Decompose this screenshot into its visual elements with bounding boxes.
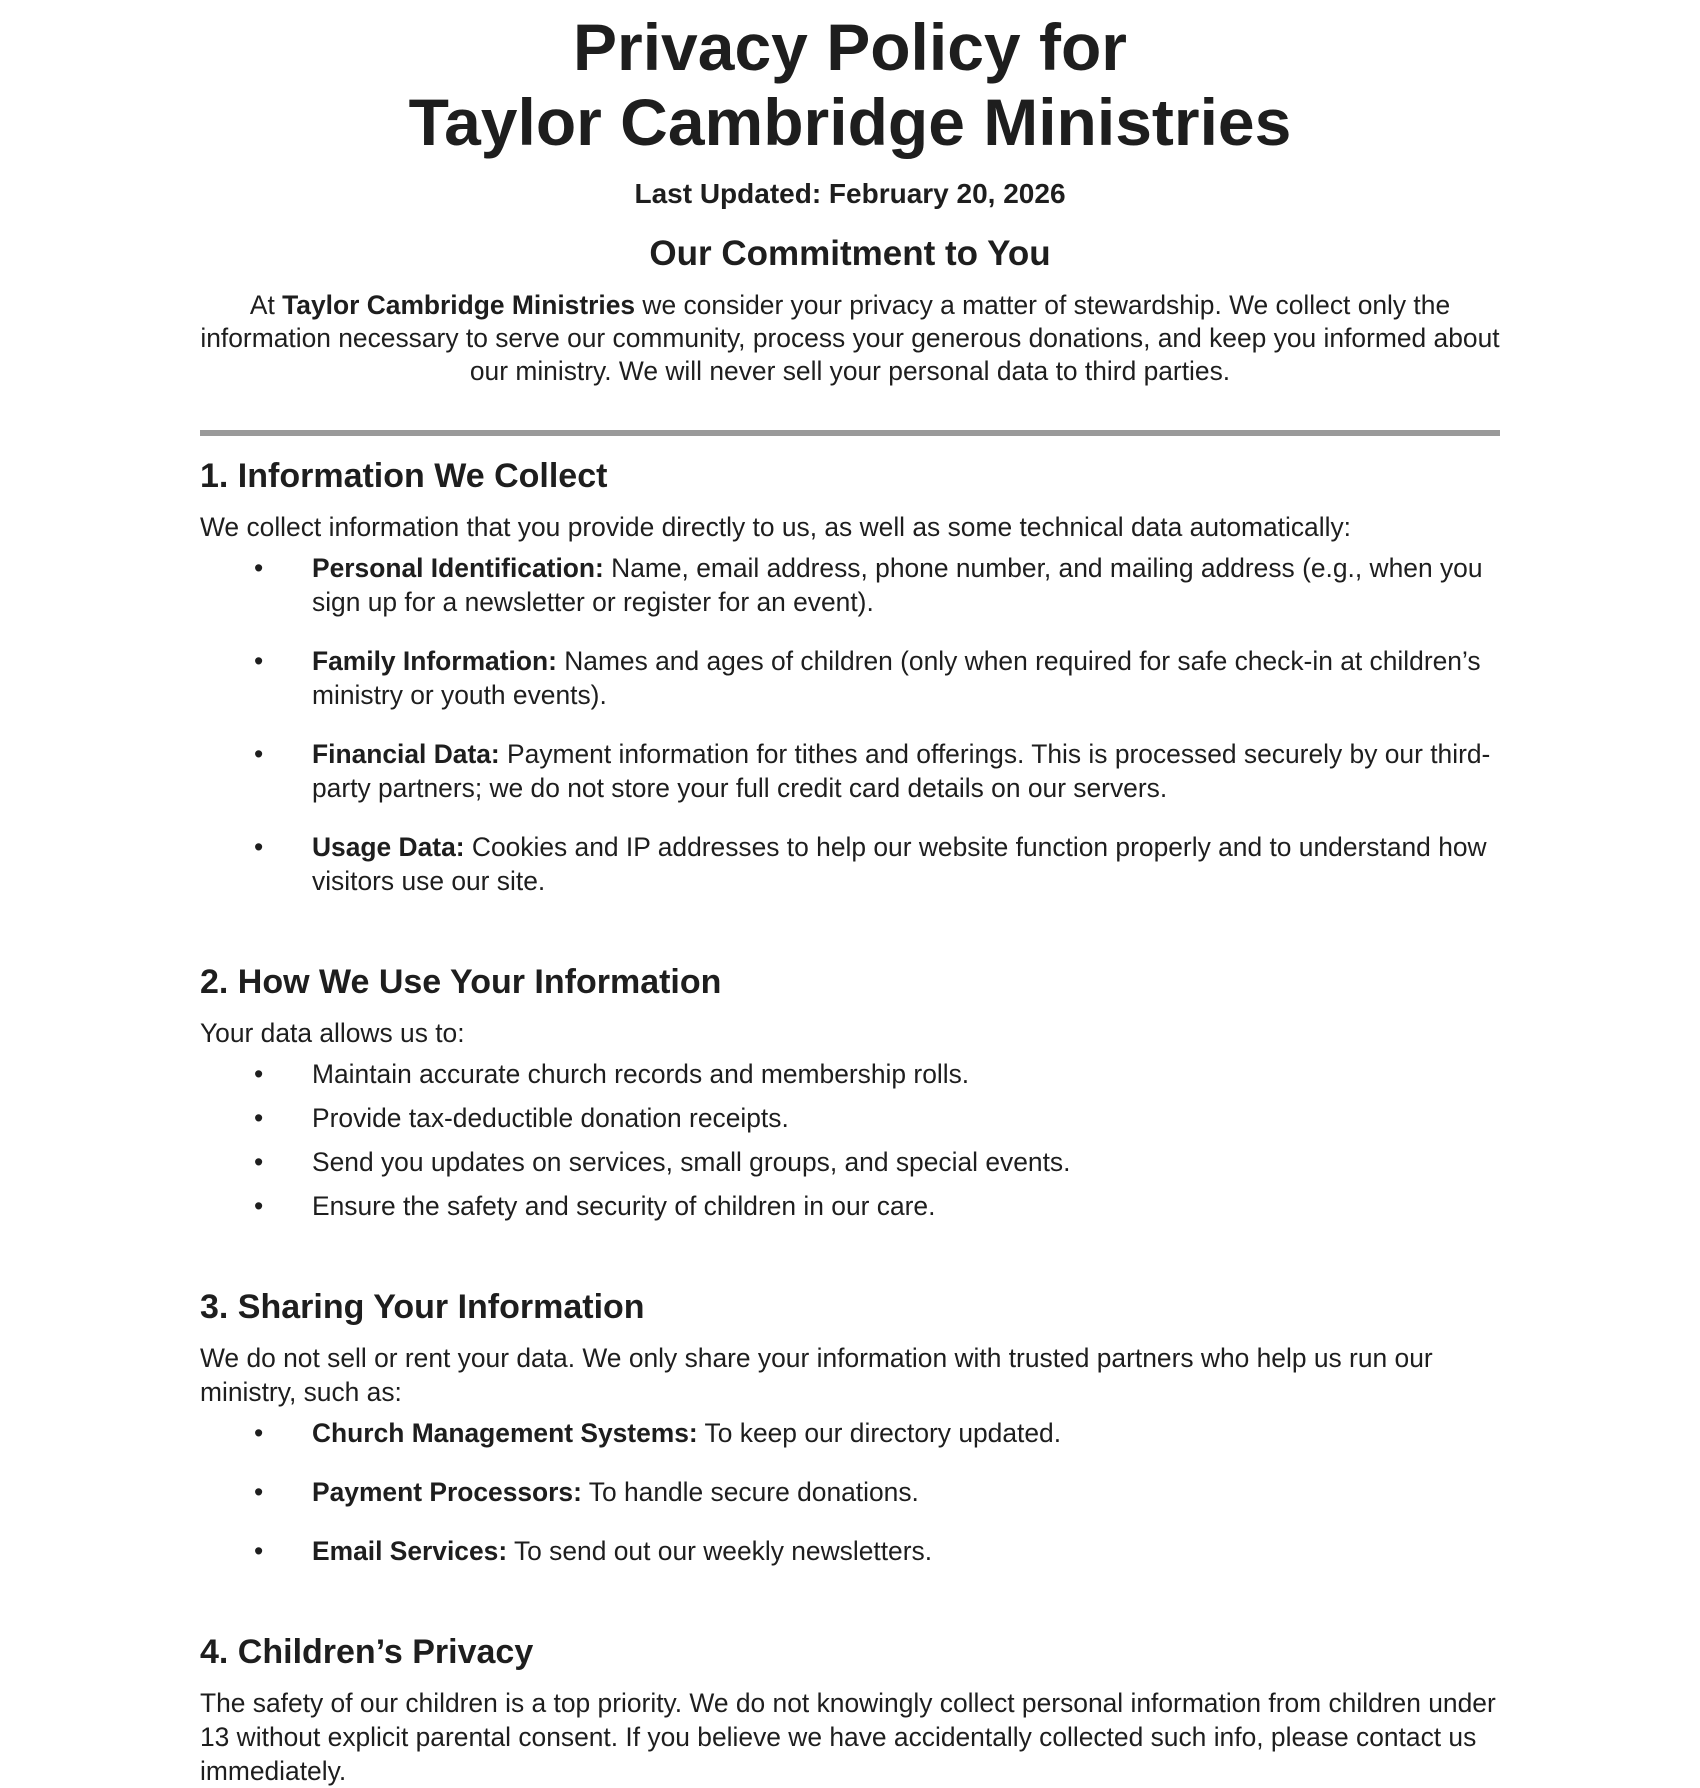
item-text: Payment information for tithes and offerings. This is processed securely by our third-party partners; we do not store your full credit card details on our servers. [312, 739, 1491, 803]
item-text: Maintain accurate church records and membership rolls. [312, 1059, 970, 1089]
item-text: To keep our directory updated. [697, 1418, 1062, 1448]
item-label: Email Services: [312, 1536, 508, 1566]
item-label: Family Information: [312, 646, 557, 676]
list-item [312, 644, 1500, 712]
section-how-we-use-your-information [200, 962, 1500, 1223]
list-item [312, 1145, 1500, 1179]
section-1-lead: We collect information that you provide directly to us, as well as some technical data automatically: [200, 512, 1351, 542]
section-sharing-your-information [200, 1287, 1500, 1568]
section-1-heading: 1. Information We Collect [200, 457, 608, 495]
item-text: To send out our weekly newsletters. [507, 1536, 933, 1566]
section-divider [200, 430, 1500, 436]
list-item [312, 830, 1500, 898]
page-title-line2: Taylor Cambridge Ministries [408, 85, 1292, 159]
item-label: Financial Data: [312, 739, 500, 769]
list-item [312, 737, 1500, 805]
section-2-lead: Your data allows us to: [200, 1018, 465, 1048]
item-text: Name, email address, phone number, and mailing address (e.g., when you sign up for a newsletter or register for an event). [312, 553, 1483, 617]
item-label: Payment Processors: [312, 1477, 582, 1507]
list-item [312, 1101, 1500, 1135]
section-3-lead: We do not sell or rent your data. We only share your information with trusted partners who help us run our ministry, such as: [200, 1343, 1433, 1407]
item-text: Names and ages of children (only when required for safe check-in at children’s ministry or youth events). [312, 646, 1481, 710]
section-4-lead: The safety of our children is a top priority. We do not knowingly collect personal information from children under 13 without explicit parental consent. If you believe we have accidentally collected such info, please contact us immediately. [200, 1688, 1496, 1786]
intro-prefix: At [249, 290, 283, 320]
list-item [312, 1475, 1500, 1509]
section-information-we-collect [200, 456, 1500, 898]
item-text: To handle secure donations. [581, 1477, 919, 1507]
intro-org-name: Taylor Cambridge Ministries [282, 290, 636, 320]
section-childrens-privacy [200, 1632, 1500, 1788]
commitment-heading: Our Commitment to You [649, 234, 1051, 273]
page-title [200, 10, 1500, 160]
section-2-heading: 2. How We Use Your Information [200, 963, 722, 1001]
section-1-bullet-list [200, 551, 1500, 898]
list-item [312, 1534, 1500, 1568]
list-item [312, 1057, 1500, 1091]
item-text: Send you updates on services, small groups, and special events. [312, 1147, 1071, 1177]
list-item [312, 1416, 1500, 1450]
item-text: Cookies and IP addresses to help our website function properly and to understand how visitors use our site. [312, 832, 1487, 896]
item-label: Usage Data: [312, 832, 465, 862]
page-title-line1: Privacy Policy for [573, 10, 1127, 84]
section-3-heading: 3. Sharing Your Information [200, 1288, 645, 1326]
item-label: Personal Identification: [312, 553, 604, 583]
last-updated-line: Last Updated: February 20, 2026 [634, 178, 1066, 209]
section-4-heading: 4. Children’s Privacy [200, 1633, 534, 1671]
list-item [312, 1189, 1500, 1223]
intro-paragraph [200, 289, 1500, 388]
item-label: Church Management Systems: [312, 1418, 698, 1448]
section-3-bullet-list [200, 1416, 1500, 1568]
list-item [312, 551, 1500, 619]
intro-rest: we consider your privacy a matter of stewardship. We collect only the information necessary to serve our community, process your generous donations, and keep you informed about our ministry. We will never sell your personal data to third parties. [200, 290, 1500, 386]
item-text: Provide tax-deductible donation receipts. [312, 1103, 789, 1133]
section-2-bullet-list [200, 1057, 1500, 1223]
item-text: Ensure the safety and security of children in our care. [312, 1191, 936, 1221]
